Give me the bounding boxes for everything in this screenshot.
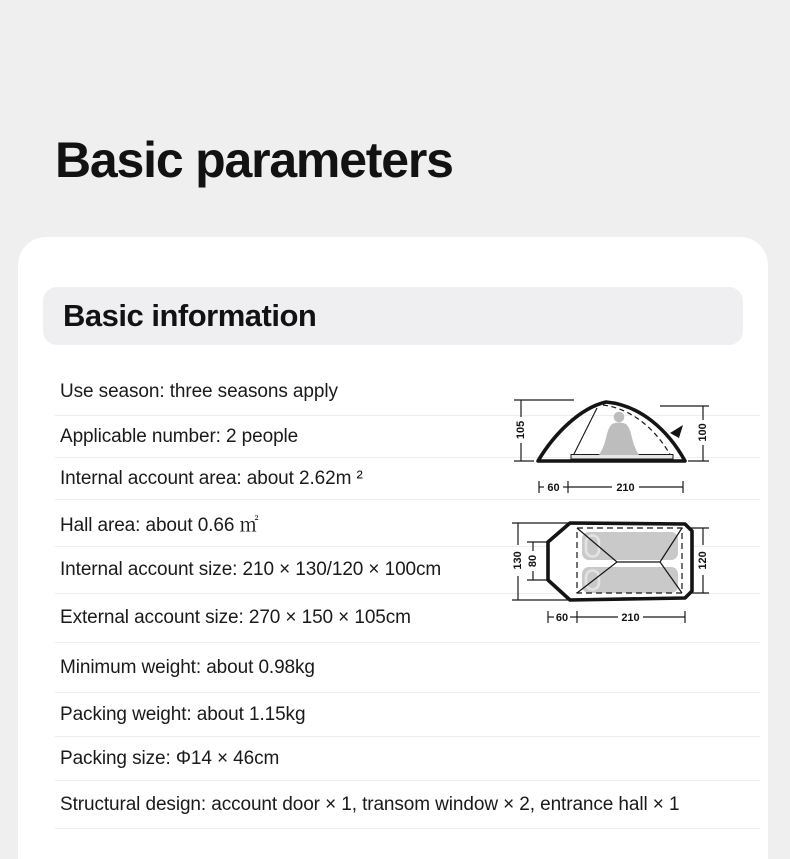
section-header [43, 287, 743, 345]
dim-label-top-outer-width: 130 [512, 551, 524, 570]
section-title: Basic information [63, 298, 317, 333]
spec-hall-area: Hall area: about 0.66 ㎡ [55, 500, 760, 547]
person-silhouette [599, 412, 639, 455]
tent-top-view-diagram [500, 512, 720, 630]
spec-use-season: Use season: three seasons apply [55, 368, 760, 416]
spec-structural-design: Structural design: account door × 1, transom window × 2, entrance hall × 1 [55, 781, 760, 829]
dim-label-top-end-width: 80 [527, 554, 539, 568]
tent-top-outline [548, 523, 692, 600]
dim-label-top-vestibule: 60 [555, 612, 569, 624]
spec-internal-area: Internal account area: about 2.62m ² [55, 458, 760, 500]
spec-applicable-number: Applicable number: 2 people [55, 416, 760, 458]
dim-label-side-length: 210 [616, 482, 635, 494]
spec-minimum-weight: Minimum weight: about 0.98kg [55, 643, 760, 693]
spec-packing-size: Packing size: Φ14 × 46cm [55, 737, 760, 781]
spec-packing-weight: Packing weight: about 1.15kg [55, 693, 760, 737]
dim-label-side-outer-height: 105 [515, 420, 527, 440]
vent-flap [670, 425, 683, 438]
dim-label-top-inner-width: 120 [697, 551, 709, 570]
dim-label-top-length: 210 [621, 612, 640, 624]
sleeping-mat [571, 455, 673, 460]
spec-internal-size: Internal account size: 210 × 130/120 × 100cm [55, 547, 760, 594]
tent-side-view-diagram [500, 388, 720, 500]
basic-info-card [18, 237, 768, 859]
page-title: Basic parameters [55, 132, 453, 188]
dim-label-side-inner-height: 100 [697, 423, 709, 442]
dim-label-side-vestibule: 60 [547, 482, 560, 494]
spec-external-size: External account size: 270 × 150 × 105cm [55, 594, 760, 643]
